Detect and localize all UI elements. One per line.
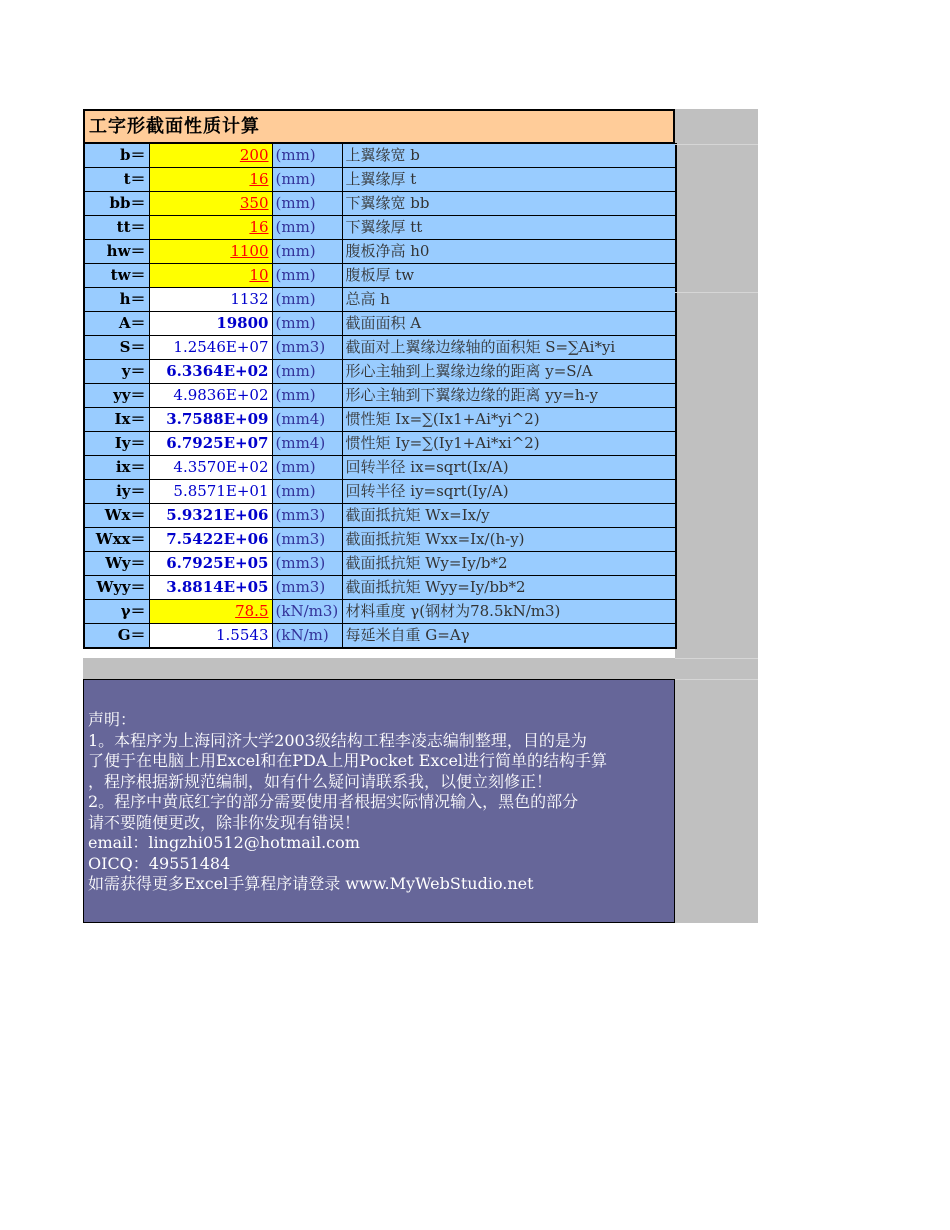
param-label: yy＝ <box>84 384 149 408</box>
param-description: 腹板厚 tw <box>342 264 676 288</box>
param-label: t＝ <box>84 168 149 192</box>
note-line: 1。本程序为上海同济大学2003级结构工程李凌志编制整理，目的是为 <box>88 730 587 750</box>
param-result-cell: 7.5422E+06 <box>149 528 272 552</box>
param-label: iy＝ <box>84 480 149 504</box>
table-row <box>84 264 676 288</box>
param-label: h＝ <box>84 288 149 312</box>
table-row <box>84 192 676 216</box>
param-result-cell: 4.9836E+02 <box>149 384 272 408</box>
param-unit: (mm) <box>272 360 342 384</box>
disclaimer-note <box>83 679 675 923</box>
sheet-gray-margin <box>675 109 758 923</box>
table-row <box>84 624 676 649</box>
param-description: 惯性矩 Ix=∑(Ix1+Ai*yi^2) <box>342 408 676 432</box>
param-unit: (mm) <box>272 288 342 312</box>
param-description: 惯性矩 Iy=∑(Iy1+Ai*xi^2) <box>342 432 676 456</box>
param-input-cell[interactable]: 1100 <box>149 240 272 264</box>
param-unit: (kN/m3) <box>272 600 342 624</box>
table-row <box>84 480 676 504</box>
param-unit: (mm) <box>272 168 342 192</box>
param-unit: (mm3) <box>272 576 342 600</box>
param-unit: (mm) <box>272 384 342 408</box>
param-unit: (mm3) <box>272 504 342 528</box>
param-result-cell: 5.9321E+06 <box>149 504 272 528</box>
param-label: G＝ <box>84 624 149 649</box>
param-description: 截面抵抗矩 Wyy=Iy/bb*2 <box>342 576 676 600</box>
param-label: Ix＝ <box>84 408 149 432</box>
param-unit: (mm) <box>272 192 342 216</box>
param-description: 截面抵抗矩 Wxx=Ix/(h-y) <box>342 528 676 552</box>
param-label: tt＝ <box>84 216 149 240</box>
param-description: 截面抵抗矩 Wx=Ix/y <box>342 504 676 528</box>
gridline <box>675 292 758 293</box>
param-label: Wxx＝ <box>84 528 149 552</box>
param-description: 每延米自重 G=Aγ <box>342 624 676 649</box>
param-result-cell: 6.3364E+02 <box>149 360 272 384</box>
param-result-cell: 1.2546E+07 <box>149 336 272 360</box>
table-row <box>84 600 676 624</box>
table-row <box>84 576 676 600</box>
param-label: A＝ <box>84 312 149 336</box>
param-result-cell: 1.5543 <box>149 624 272 649</box>
table-row <box>84 456 676 480</box>
param-label: Wx＝ <box>84 504 149 528</box>
param-unit: (mm) <box>272 312 342 336</box>
param-unit: (mm3) <box>272 528 342 552</box>
note-line: ，程序根据新规范编制，如有什么疑问请联系我，以便立刻修正！ <box>88 771 553 791</box>
gridline <box>675 679 758 680</box>
gridline <box>675 144 758 145</box>
param-label: γ＝ <box>84 600 149 624</box>
param-unit: (mm) <box>272 456 342 480</box>
table-row <box>84 432 676 456</box>
param-result-cell: 3.7588E+09 <box>149 408 272 432</box>
table-row <box>84 360 676 384</box>
param-label: Wyy＝ <box>84 576 149 600</box>
param-input-cell[interactable]: 350 <box>149 192 272 216</box>
param-unit: (mm3) <box>272 336 342 360</box>
param-result-cell: 4.3570E+02 <box>149 456 272 480</box>
param-description: 材料重度 γ(钢材为78.5kN/m3) <box>342 600 676 624</box>
param-description: 下翼缘宽 bb <box>342 192 676 216</box>
param-unit: (mm) <box>272 216 342 240</box>
section-calc-table <box>83 109 675 649</box>
param-description: 上翼缘厚 t <box>342 168 676 192</box>
note-email[interactable]: email：lingzhi0512@hotmail.com <box>88 833 360 852</box>
property-grid <box>83 143 677 649</box>
sheet-title: 工字形截面性质计算 <box>83 109 675 143</box>
table-row <box>84 144 676 168</box>
note-line: 声明： <box>88 710 137 729</box>
note-website[interactable]: 如需获得更多Excel手算程序请登录 www.MyWebStudio.net <box>88 874 534 893</box>
param-description: 回转半径 iy=sqrt(Iy/A) <box>342 480 676 504</box>
param-label: tw＝ <box>84 264 149 288</box>
param-label: ix＝ <box>84 456 149 480</box>
param-input-cell[interactable]: 78.5 <box>149 600 272 624</box>
param-label: Wy＝ <box>84 552 149 576</box>
param-description: 截面抵抗矩 Wy=Iy/b*2 <box>342 552 676 576</box>
table-row <box>84 240 676 264</box>
param-result-cell: 5.8571E+01 <box>149 480 272 504</box>
param-label: Iy＝ <box>84 432 149 456</box>
param-label: bb＝ <box>84 192 149 216</box>
note-line: 2。程序中黄底红字的部分需要使用者根据实际情况输入，黑色的部分 <box>88 792 579 811</box>
param-input-cell[interactable]: 16 <box>149 216 272 240</box>
param-result-cell: 6.7925E+07 <box>149 432 272 456</box>
param-description: 腹板净高 h0 <box>342 240 676 264</box>
table-row <box>84 528 676 552</box>
param-label: b＝ <box>84 144 149 168</box>
note-line: 请不要随便更改，除非你发现有错误！ <box>88 812 361 832</box>
param-result-cell: 19800 <box>149 312 272 336</box>
param-unit: (mm4) <box>272 408 342 432</box>
param-label: S＝ <box>84 336 149 360</box>
spacer-row <box>83 658 675 679</box>
param-unit: (mm) <box>272 144 342 168</box>
table-row <box>84 288 676 312</box>
table-row <box>84 552 676 576</box>
param-input-cell[interactable]: 10 <box>149 264 272 288</box>
note-line: 了便于在电脑上用Excel和在PDA上用Pocket Excel进行简单的结构手算 <box>88 751 608 770</box>
table-row <box>84 504 676 528</box>
gridline <box>675 658 758 659</box>
param-input-cell[interactable]: 16 <box>149 168 272 192</box>
param-unit: (mm) <box>272 480 342 504</box>
param-label: y＝ <box>84 360 149 384</box>
param-description: 总高 h <box>342 288 676 312</box>
param-description: 形心主轴到上翼缘边缘的距离 y=S/A <box>342 360 676 384</box>
table-row <box>84 408 676 432</box>
param-result-cell: 6.7925E+05 <box>149 552 272 576</box>
param-description: 截面对上翼缘边缘轴的面积矩 S=∑Ai*yi <box>342 336 676 360</box>
param-description: 下翼缘厚 tt <box>342 216 676 240</box>
param-unit: (mm3) <box>272 552 342 576</box>
param-description: 截面面积 A <box>342 312 676 336</box>
param-unit: (mm) <box>272 264 342 288</box>
param-description: 上翼缘宽 b <box>342 144 676 168</box>
param-unit: (mm4) <box>272 432 342 456</box>
param-input-cell[interactable]: 200 <box>149 144 272 168</box>
param-result-cell: 1132 <box>149 288 272 312</box>
param-description: 形心主轴到下翼缘边缘的距离 yy=h-y <box>342 384 676 408</box>
param-unit: (kN/m) <box>272 624 342 649</box>
table-row <box>84 336 676 360</box>
param-unit: (mm) <box>272 240 342 264</box>
table-row <box>84 168 676 192</box>
param-result-cell: 3.8814E+05 <box>149 576 272 600</box>
table-row <box>84 216 676 240</box>
table-row <box>84 312 676 336</box>
param-description: 回转半径 ix=sqrt(Ix/A) <box>342 456 676 480</box>
param-label: hw＝ <box>84 240 149 264</box>
note-oicq: OICQ：49551484 <box>88 853 231 873</box>
table-row <box>84 384 676 408</box>
